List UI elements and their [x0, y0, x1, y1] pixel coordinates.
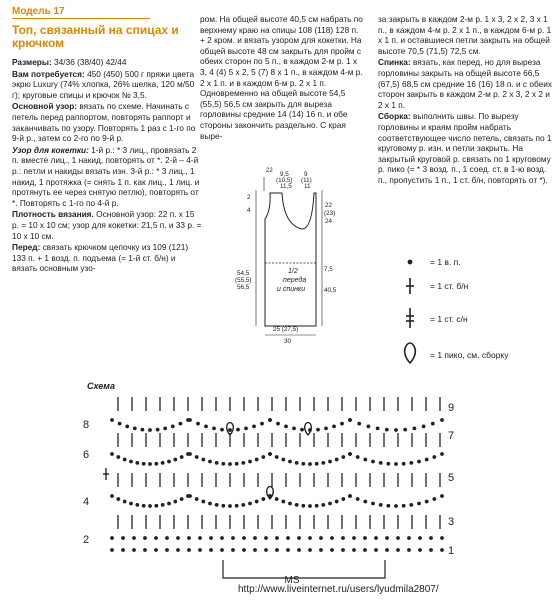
yoke-pattern-value: 1-й р.: * 3 лиц., провязать 2 п. вместе лиц., 1 накид, повторять от *. 2-й – 4-й р.: петли и накиды вязать изн. 3-й р.: * 3 лиц., 1 накид, 1 протяжка (= снять 1 п. как лиц., 1 лиц. и протянуть ее через снятую петлю), повторять от *. Повторять с 1-го по 4-й р. [12, 144, 200, 208]
chain-stitch [154, 548, 158, 552]
materials-label: Вам потребуется: [12, 68, 85, 79]
chain-stitch [208, 460, 212, 464]
chain-stitch [165, 548, 169, 552]
text-column-3 [378, 14, 556, 187]
dim-10-5: (10,5) [276, 177, 293, 184]
chain-stitch [161, 461, 165, 465]
chain-stitch [276, 422, 280, 426]
chain-stitch [316, 428, 320, 432]
chain-stitch [352, 536, 356, 540]
chain-stitch [220, 548, 224, 552]
legend-dc-label: = 1 ст. с/н [430, 314, 468, 324]
chain-stitch [402, 504, 406, 508]
chain-stitch [165, 536, 169, 540]
chain-stitch [187, 548, 191, 552]
density-label: Плотность вязания. [12, 209, 94, 220]
chain-stitch [195, 455, 199, 459]
chain-stitch [396, 536, 400, 540]
chain-stitch [330, 536, 334, 540]
legend-symbols [398, 250, 428, 368]
chain-stitch [418, 536, 422, 540]
chain-stitch [123, 500, 127, 504]
piece-label-back: и спинки [277, 286, 306, 293]
main-pattern-label: Основной узор: [12, 101, 78, 112]
chain-stitch [321, 503, 325, 507]
garment-outline [265, 193, 316, 326]
dim-11-5: 11,5 [280, 183, 292, 190]
chain-stitch [335, 500, 339, 504]
chain-stitch [440, 536, 444, 540]
chain-stitch [241, 461, 245, 465]
chain-stitch [275, 548, 279, 552]
chain-stitch [215, 461, 219, 465]
chain-stitch [371, 502, 375, 506]
chain-stitch [264, 536, 268, 540]
chain-stitch [286, 536, 290, 540]
chain-stitch [425, 458, 429, 462]
chain-stitch [341, 497, 345, 501]
back-label: Спинка: [378, 57, 411, 68]
row-number-4: 4 [83, 496, 90, 508]
chain-stitch [255, 500, 259, 504]
chain-stitch [330, 548, 334, 552]
chain-stitch [308, 462, 312, 466]
chain-stitch [363, 536, 367, 540]
chain-stitch [363, 458, 367, 462]
materials-value: 450 (450) 500 г пряжи цвета экрю Luxury (74% хлопка, 26% шелка, 120 м/50 г); круговые спицы и крючок № 3,5. [12, 68, 195, 100]
chain-stitch [429, 536, 433, 540]
chain-stitch [386, 462, 390, 466]
chain-stitch [148, 462, 152, 466]
chain-stitch [208, 502, 212, 506]
chain-stitch [163, 427, 167, 431]
chain-stitch [133, 427, 137, 431]
chain-stitch [129, 460, 133, 464]
chain-stitch [363, 548, 367, 552]
dim-7-5: 7,5 [324, 266, 333, 273]
chain-stitch [179, 422, 183, 426]
chain-stitch [385, 548, 389, 552]
chain-stitch [297, 548, 301, 552]
chain-stitch [407, 536, 411, 540]
chain-stitch [432, 455, 436, 459]
dim-9: 9 [304, 171, 308, 178]
chain-stitch [402, 462, 406, 466]
chain-stitch [132, 548, 136, 552]
chain-stitch [116, 455, 120, 459]
chain-stitch [253, 548, 257, 552]
chain-stitch [348, 452, 352, 456]
front-value: связать крючком цепочку из 109 (121) 133 п. + 1 возд. п. подъема (= 1-й ст. б/н) и вязать основным узо- [12, 242, 189, 274]
chain-stitch [261, 497, 265, 501]
chain-stitch [385, 536, 389, 540]
legend-picot-label: = 1 пико, см. сборку [430, 350, 509, 360]
chain-stitch [253, 536, 257, 540]
main-pattern-value: вязать по схеме. Начинать с петель перед раппортом, повторять раппорт и заканчивать по узору. Повторять 1 раз с 1-го по 9-й р., затем со 2-го по 9-й р. [12, 101, 196, 144]
piece-label-fraction: 1/2 [288, 268, 298, 275]
chain-stitch [429, 548, 433, 552]
assembly-label: Сборка: [378, 111, 411, 122]
double-crochet-icon [406, 308, 414, 328]
row-number-8: 8 [83, 419, 90, 431]
chain-stitch [236, 428, 240, 432]
chain-stitch [123, 458, 127, 462]
chain-stitch [284, 425, 288, 429]
chain-stitch [148, 428, 152, 432]
chain-stitch [394, 462, 398, 466]
chain-stitch [110, 494, 114, 498]
chain-stitch [431, 422, 435, 426]
chain-stitch [110, 452, 114, 456]
row-number-9: 9 [448, 402, 455, 414]
chain-stitch [348, 418, 352, 422]
chain-stitch [308, 504, 312, 508]
chain-stitch [235, 504, 239, 508]
front-continued: ром. На общей высоте 40,5 см набрать по верхнему краю на спицы 108 (118) 128 п. + 2 кром. и вязать узором для кокетки. На общей высоте 48 см закрыть для пройм с обеих сторон по 5 п., в каждом 2-м р. 1 х 3, 4 (4) 5 х 2, 5 (7) 8 х 1 п., в каждом 4-м р. 2 х 1 п. и в каждом 6-м р. 2 х 1 п. Одновременно на общей высоте 54,5 (55,5) 56,5 см закрыть для выреза горловины средние 14 (14) 16 п. и обе стороны закончить раздельно. С края выре- [200, 14, 363, 141]
chain-stitch [132, 536, 136, 540]
chain-stitch [135, 461, 139, 465]
chain-stitch [260, 422, 264, 426]
chain-stitch [228, 428, 232, 432]
chain-stitch [340, 422, 344, 426]
chain-stitch [255, 458, 259, 462]
chain-stitch [300, 428, 304, 432]
chain-stitch [129, 502, 133, 506]
chain-stitch [148, 504, 152, 508]
chain-stitch [173, 458, 177, 462]
chain-stitch [440, 548, 444, 552]
chain-stitch [154, 462, 158, 466]
crochet-chart [80, 388, 460, 588]
single-crochet-icon [406, 278, 414, 294]
sizes-label: Размеры: [12, 57, 52, 67]
row-number-6: 6 [83, 449, 90, 461]
chain-stitch [288, 460, 292, 464]
chain-stitch [394, 428, 398, 432]
front-label: Перед: [12, 242, 41, 253]
chain-stitch [379, 503, 383, 507]
chain-stitch [315, 504, 319, 508]
chain-stitch [268, 452, 272, 456]
chain-stitch [367, 425, 371, 429]
chain-stitch [308, 536, 312, 540]
row-number-7: 7 [448, 430, 455, 442]
dim-24-side: 24 [325, 218, 333, 225]
chain-stitch [348, 494, 352, 498]
dim-54-5: 54,5 [237, 270, 250, 277]
chain-stitch [292, 427, 296, 431]
chain-stitch [352, 548, 356, 552]
chain-stitch [335, 458, 339, 462]
chain-stitch [198, 548, 202, 552]
chain-stitch [295, 461, 299, 465]
chain-stitch [396, 548, 400, 552]
chain-stitch [176, 536, 180, 540]
chain-stitch [440, 418, 444, 422]
row-number-1: 1 [448, 545, 455, 557]
chain-stitch [440, 452, 444, 456]
chain-stitch [121, 536, 125, 540]
chain-stitch [176, 548, 180, 552]
chain-stitch [374, 548, 378, 552]
chain-stitch [110, 548, 114, 552]
chain-stitch [417, 502, 421, 506]
chain-stitch [196, 422, 200, 426]
picot-icon [405, 343, 416, 363]
assembly-value: выполнить швы. По вырезу горловины и краям пройм набрать соответствующее число петель, связать по 1 круговому р. изн. и петли закрыть. На закрытый круговой р. связать по 1 круговому р. пико (= * 3 возд. п., 1 соед. ст. в 1-ю возд. п., пропустить 1 п., 1 ст. б/н, повторять от *). [378, 111, 552, 185]
chain-stitch [321, 461, 325, 465]
chain-stitch [385, 428, 389, 432]
dim-9-5: 9,5 [280, 171, 289, 178]
chain-stitch [201, 458, 205, 462]
chain-stitch [198, 536, 202, 540]
dim-4: 4 [247, 207, 251, 214]
dim-23-side: (23) [324, 210, 336, 217]
chain-stitch [286, 548, 290, 552]
chain-stitch [248, 502, 252, 506]
chain-stitch [281, 500, 285, 504]
chain-stitch [180, 455, 184, 459]
sizes-value: 34/36 (38/40) 42/44 [51, 57, 127, 67]
chain-stitch [167, 502, 171, 506]
chain-stitch [244, 427, 248, 431]
model-number: Модель 17 [12, 6, 65, 17]
chain-stitch [228, 504, 232, 508]
chain-stitch [324, 427, 328, 431]
legend-chain-label: = 1 в. п. [430, 257, 461, 267]
chain-stitch [212, 427, 216, 431]
source-url: http://www.liveinternet.ru/users/lyudmila2807/ [238, 584, 439, 595]
dim-30: 30 [284, 338, 292, 345]
dim-2: 2 [247, 194, 251, 201]
chain-stitch [209, 536, 213, 540]
chain-stitch [110, 536, 114, 540]
chain-stitch [187, 536, 191, 540]
chain-stitch [261, 455, 265, 459]
chain-stitch [141, 428, 145, 432]
dim-22-side: 22 [325, 202, 333, 209]
chain-stitch [328, 502, 332, 506]
chain-stitch [167, 460, 171, 464]
chain-stitch [376, 427, 380, 431]
single-crochet-stitch [103, 468, 109, 480]
chain-stitch [228, 462, 232, 466]
header-divider [12, 18, 150, 19]
neckline-continued: за закрыть в каждом 2-м р. 1 х 3, 2 х 2, 3 х 1 п., в каждом 4-м р. 2 х 1 п., в каждом 6-м р. 1 х 1 п. и оставшиеся петли закрыть на общей высоте 70,5 (71,5) 72,5 см. [378, 14, 552, 56]
chain-stitch [275, 536, 279, 540]
chain-stitch [116, 497, 120, 501]
chain-stitch [328, 460, 332, 464]
chain-stitch [440, 494, 444, 498]
chain-stitch [422, 425, 426, 429]
rapport-bracket [223, 560, 385, 578]
chain-stitch [220, 428, 224, 432]
chain-stitch [308, 548, 312, 552]
chain-stitch [409, 461, 413, 465]
chain-stitch [231, 548, 235, 552]
chain-stitch [275, 497, 279, 501]
chain-stitch [241, 503, 245, 507]
chain-stitch [142, 504, 146, 508]
chain-stitch [386, 504, 390, 508]
chain-stitch [110, 418, 114, 422]
chain-stitch [297, 536, 301, 540]
chain-stitch [319, 548, 323, 552]
chain-stitch [242, 536, 246, 540]
chain-stitch [357, 422, 361, 426]
back-value: вязать, как перед, но для выреза горловины закрыть на общей высоте 66,5 (67,5) 68,5 см средние 16 (16) 18 п. и с обеих сторон закрыть в каждом 2-м р. 2 х 3, 2 х 2 и 2 х 1 п. [378, 57, 553, 110]
page-title: Топ, связанный на спицах и крючком [12, 23, 179, 50]
chain-stitch [221, 462, 225, 466]
chain-stitch [432, 497, 436, 501]
chain-stitch [413, 427, 417, 431]
chain-stitch [171, 425, 175, 429]
chain-stitch [288, 502, 292, 506]
chain-stitch [121, 548, 125, 552]
chain-stitch [231, 536, 235, 540]
dim-11-paren: (11) [301, 177, 312, 184]
chain-stitch [418, 548, 422, 552]
dim-11: 11 [304, 183, 311, 190]
chain-stitch [221, 504, 225, 508]
chain-stitch [188, 452, 192, 456]
row-number-2: 2 [83, 534, 90, 546]
row-number-5: 5 [448, 472, 455, 484]
yoke-pattern-label: Узор для кокетки: [12, 144, 89, 155]
chain-stitch [220, 536, 224, 540]
chain-stitch [248, 460, 252, 464]
chain-stitch [242, 548, 246, 552]
schema-title: Схема [87, 381, 115, 391]
chain-stitch [341, 455, 345, 459]
chain-stitch [209, 548, 213, 552]
chain-stitch [332, 425, 336, 429]
chain-stitch [154, 536, 158, 540]
chain-stitch [173, 500, 177, 504]
chain-stitch [135, 503, 139, 507]
chain-stitch [154, 504, 158, 508]
dot-icon [408, 260, 413, 265]
density-value: Основной узор: 22 п. х 15 р. = 10 х 10 см; узор для кокетки: 21,5 п. и 33 р. = 10 х 10 см. [12, 209, 202, 241]
dim-55-5: (55,5) [235, 277, 252, 284]
chain-stitch [374, 536, 378, 540]
chain-stitch [356, 497, 360, 501]
chain-stitch [417, 460, 421, 464]
chain-stitch [379, 461, 383, 465]
text-column-1 [12, 57, 202, 275]
chain-stitch [407, 548, 411, 552]
dim-25: 25 (27,5) [273, 326, 299, 333]
chain-stitch [180, 497, 184, 501]
chain-stitch [118, 422, 122, 426]
chain-stitch [275, 455, 279, 459]
dim-56-5: 56,5 [237, 284, 250, 291]
chain-stitch [195, 497, 199, 501]
chain-stitch [315, 462, 319, 466]
chain-stitch [156, 428, 160, 432]
chain-stitch [281, 458, 285, 462]
chain-stitch [188, 494, 192, 498]
legend-sc-label: = 1 ст. б/н [430, 281, 469, 291]
chain-stitch [201, 500, 205, 504]
chain-stitch [268, 418, 272, 422]
chain-stitch [409, 503, 413, 507]
chain-stitch [215, 503, 219, 507]
chain-stitch [142, 462, 146, 466]
chain-stitch [204, 425, 208, 429]
chain-stitch [341, 548, 345, 552]
chain-stitch [235, 462, 239, 466]
chain-stitch [341, 536, 345, 540]
chain-stitch [301, 462, 305, 466]
chain-stitch [188, 418, 192, 422]
chain-stitch [319, 536, 323, 540]
chain-stitch [264, 548, 268, 552]
chain-stitch [403, 428, 407, 432]
chain-stitch [143, 548, 147, 552]
piece-label-front: переда [283, 277, 307, 284]
chain-stitch [295, 503, 299, 507]
chain-stitch [371, 460, 375, 464]
chain-stitch [301, 504, 305, 508]
text-column-2 [200, 14, 363, 142]
chain-stitch [394, 504, 398, 508]
row-number-3: 3 [448, 516, 455, 528]
dim-22: 22 [266, 168, 273, 174]
pattern-diagram [200, 163, 370, 353]
chain-stitch [363, 500, 367, 504]
rapport-label: MS [284, 575, 300, 586]
chain-stitch [356, 455, 360, 459]
chain-stitch [125, 425, 129, 429]
chain-stitch [252, 425, 256, 429]
chain-stitch [425, 500, 429, 504]
chain-stitch [161, 503, 165, 507]
dim-40-5: 40,5 [324, 287, 337, 294]
chain-stitch [143, 536, 147, 540]
